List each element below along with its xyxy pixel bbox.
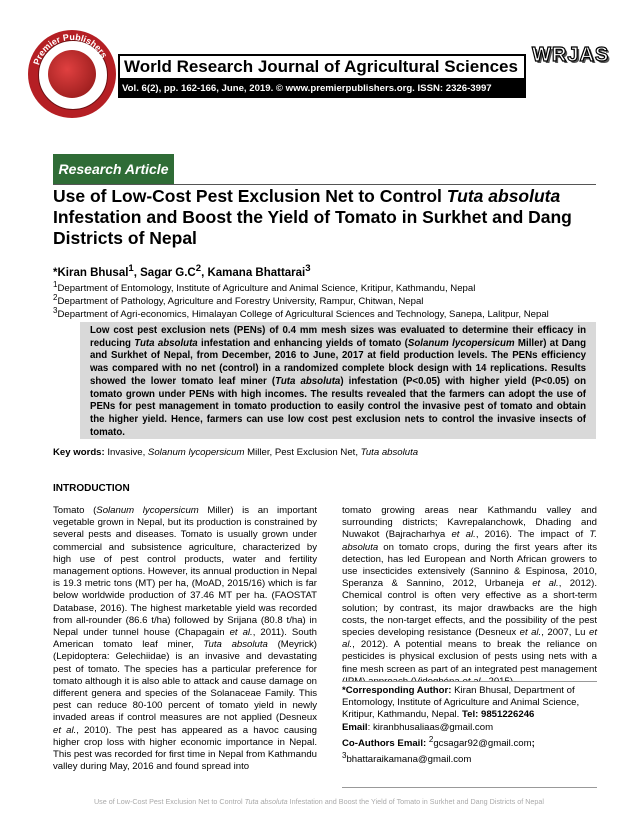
author-1-sup: 1 xyxy=(128,263,134,274)
body-text: , 2007, Lu xyxy=(541,627,589,639)
keyword-italic: Solanum lycopersicum xyxy=(147,447,245,458)
corresponding-author-box xyxy=(342,681,597,788)
coauthor-email-3[interactable]: bhattaraikamana@gmail.com xyxy=(346,754,472,766)
abstract-text: Low cost pest exclusion nets (PENs) of 0.4 mm mesh sizes was evaluated to determine their efficacy in reducing xyxy=(90,325,586,349)
title-text-rest: Infestation and Boost the Yield of Tomato in Surkhet and Dang Districts of Nepal xyxy=(53,207,572,248)
coauthor-email-2[interactable]: gcsagar92@gmail.com xyxy=(433,738,532,749)
journal-title: World Research Journal of Agricultural Sciences xyxy=(118,54,526,80)
body-italic: et al. xyxy=(53,724,77,736)
journal-abbreviation: WRJAS xyxy=(532,44,610,66)
affiliation-sup: 1 xyxy=(53,280,58,289)
article-title xyxy=(53,186,598,249)
coauthor-sup: 3 xyxy=(342,751,347,761)
author-2-sup: 2 xyxy=(195,263,202,274)
body-italic: et al. xyxy=(342,627,597,651)
logo-arc-text xyxy=(28,30,116,118)
abstract-text: infestation and enhancing yields of tomato ( xyxy=(197,337,408,349)
affiliation-text: Department of Entomology, Institute of Agriculture and Animal Science, Kritipur, Kathmandu, Nepal xyxy=(57,283,476,295)
coauthor-sup: 2 xyxy=(428,734,434,744)
article-type-badge: Research Article xyxy=(53,154,174,184)
abstract-box xyxy=(80,322,596,439)
abstract-italic: Tuta absoluta xyxy=(275,375,341,387)
body-italic: et al. xyxy=(532,578,559,590)
keyword: Miller, Pest Exclusion Net, xyxy=(244,447,361,458)
footer-italic: Tuta absoluta xyxy=(244,797,288,806)
corresponding-email-label: Email xyxy=(342,721,368,733)
author-list xyxy=(53,263,311,279)
body-italic: et al. xyxy=(519,627,542,639)
author-3-sup: 3 xyxy=(305,263,311,274)
body-text: Tomato ( xyxy=(53,505,97,516)
body-text: , 2016). The impact of xyxy=(475,529,590,541)
body-text: (Meyrick) (Lepidoptera: Gelechiidae) is an invasive and devastating pest of tomato. The species has a particular preference for tomato although it is also able to attack and cause damage on different genera and species of the Solanaceae Family. This pest can reduce 80-100 percent of tomato yield in newly invaded areas if control measures are not applied (Desneux xyxy=(53,639,318,724)
body-italic: Tuta absoluta xyxy=(203,639,268,651)
footer-text: Infestation and Boost the Yield of Tomato in Surkhet and Dang Districts of Nepal xyxy=(287,797,544,806)
body-text: , 2010). The pest has appeared as a havoc causing higher crop loss with higher economic importance in Nepal. This pest was recorded for first time in Nepal from Kathmandu valley during May, 2016 and found spread into xyxy=(53,724,317,773)
svg-text:Premier Publishers xyxy=(31,32,109,66)
publisher-logo xyxy=(28,30,116,118)
body-text: Miller) is an important vegetable grown in Nepal, but its production is constrained by several pests and diseases. Tomato is usually grown under commercial and subsistence agriculture, characterized by high use of pest control products, water and fertility management options. However, its annual production in Nepal is 19.3 metric tons (MT) per ha, (MoAD, 2015/16) which is far below worldwide production of 37.46 MT per ha. (FAOSTAT Database, 2016). The highest marketable yield was recorded from all-rounder (86.6 t/ha) followed by Srijana (80.8 t/ha) in Nepal under tunnel house (Chapagain xyxy=(53,505,317,639)
body-text: , 2012). Chemical control is often very effective as a short-term solution; by contrast, its major drawbacks are the high costs, the non-target effects, and the possibility of the pest species developing resistance (Desneux xyxy=(342,578,597,639)
body-italic: Solanum lycopersicum xyxy=(96,505,199,516)
author-2: , Sagar G.C xyxy=(133,266,196,279)
title-text: Use of Low-Cost Pest Exclusion Net to Control xyxy=(53,186,447,206)
abstract-italic: Tuta absoluta xyxy=(134,337,198,349)
corresponding-label: *Corresponding Author: xyxy=(342,685,452,696)
running-footer xyxy=(30,797,608,806)
affiliation-text: Department of Pathology, Agriculture and Forestry University, Rampur, Chitwan, Nepal xyxy=(57,296,424,308)
abstract-text: ) infestation (P<0.05) with higher yield (P<0.05) on tomato grown under PENs with high incomes. The results revealed that the farmers can adopt the use of PENs for pest management in tomato production to easily control the invasive pest of tomato and obtain the higher yield. Hence, farmers can use low cost pest exclusion nets to control the invasive insects of tomato. xyxy=(90,375,586,438)
coauthor-email-label: Co-Authors Email: xyxy=(342,738,429,749)
abstract-text: Miller) at Dang and Surkhet of Nepal, from December, 2016 to June, 2017 at field production levels. The PENs efficiency was compared with no net (control) in a randomized complete block design with 14 replications. Results showed the lower tomato leaf miner ( xyxy=(90,337,586,387)
footer-text: Use of Low-Cost Pest Exclusion Net to Control xyxy=(93,797,245,806)
corresponding-email[interactable]: : kiranbhusaliaas@gmail.com xyxy=(367,721,494,733)
body-italic: et al. xyxy=(451,529,476,541)
body-text: on tomato crops, during the first years after its detection, has led European and North African growers to use insecticides extensively (Sannino & Espinosa, 2010, Speranza & Sannino, 2012, Urbaneja xyxy=(342,541,597,590)
journal-citation: Vol. 6(2), pp. 162-166, June, 2019. © www.premierpublishers.org. ISSN: 2326-3997 xyxy=(118,80,526,98)
abstract-italic: Solanum lycopersicum xyxy=(407,337,515,349)
divider xyxy=(53,184,596,185)
corresponding-tel: Tel: 9851226246 xyxy=(462,709,535,721)
affiliation-sup: 3 xyxy=(53,306,58,315)
affiliation-3 xyxy=(53,306,549,320)
body-italic: T. absoluta xyxy=(342,529,597,553)
affiliation-sup: 2 xyxy=(53,293,58,302)
body-column-left xyxy=(53,505,317,773)
body-text: , 2012). A potential means to break the reliance on pesticides is physical exclusion of pests using nets with a fine mesh screen as part of an integrated pest management xyxy=(342,639,597,675)
affiliation-text: Department of Agri-economics, Himalayan College of Agricultural Sciences and Technology, Sanepa, Lalitpur, Nepal xyxy=(57,309,549,321)
body-italic: et al. xyxy=(229,627,253,639)
section-heading-introduction: INTRODUCTION xyxy=(53,483,130,494)
author-1: *Kiran Bhusal xyxy=(53,266,129,279)
email-separator: ; xyxy=(531,738,535,749)
keywords xyxy=(53,447,418,458)
corresponding-text: Kiran Bhusal, Department of Entomology, Institute of Agriculture and Animal Science, Kritipur, Kathmandu, Nepal. xyxy=(342,685,580,721)
author-3: , Kamana Bhattarai xyxy=(201,266,306,279)
body-column-right xyxy=(342,505,597,688)
keyword-italic: Tuta absoluta xyxy=(360,447,419,458)
body-text: , 2011). South American tomato leaf miner, xyxy=(53,627,317,651)
body-text: tomato growing areas near Kathmandu valley and surrounding districts; Kavrepalanchowk, Dhading and Nuwakot (Bajracharhya xyxy=(342,505,597,541)
keywords-label: Key words: xyxy=(53,447,105,458)
title-species: Tuta absoluta xyxy=(446,186,561,206)
logo-text: Premier Publishers xyxy=(31,31,110,67)
keyword: Invasive, xyxy=(104,447,148,458)
